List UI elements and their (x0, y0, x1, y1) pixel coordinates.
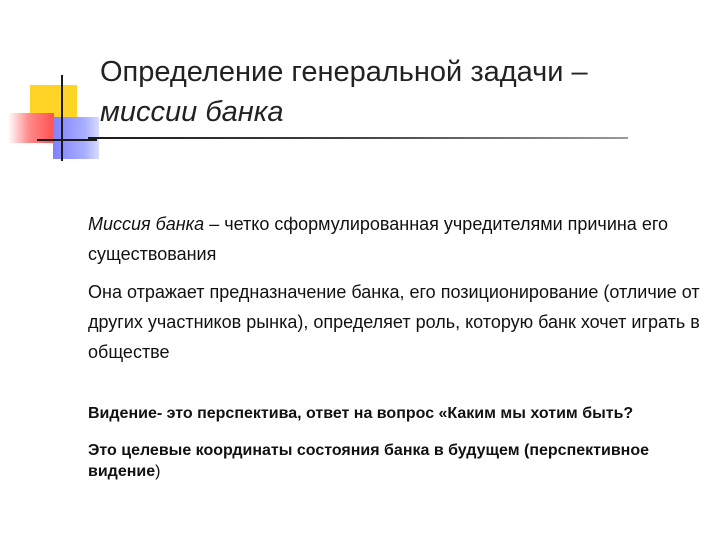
title-underline (88, 137, 628, 139)
slide-title (100, 52, 588, 132)
mission-description: Она отражает предназначение банка, его позиционирование (отличие от других участников рынка), определяет роль, которую банк хочет играть в обществе (88, 282, 700, 362)
vision-description (88, 440, 713, 482)
decor-vertical-line (61, 75, 63, 161)
decor-short-line (37, 139, 97, 141)
vision-definition: Видение- это перспектива, ответ на вопрос «Каким мы хотим быть? (88, 405, 634, 422)
title-line-2: миссии банка (100, 96, 284, 128)
mission-term: Миссия банка (88, 214, 205, 234)
slide-body (88, 209, 713, 482)
mission-definition-text: – четко сформулированная учредителями причина его существования (88, 214, 669, 264)
closing-paren: ) (155, 463, 161, 480)
title-line-1: Определение генеральной задачи – (100, 56, 588, 88)
mission-definition (88, 209, 713, 269)
vision-description-text: Это целевые координаты состояния банка в будущем (перспективное видение (88, 442, 649, 480)
